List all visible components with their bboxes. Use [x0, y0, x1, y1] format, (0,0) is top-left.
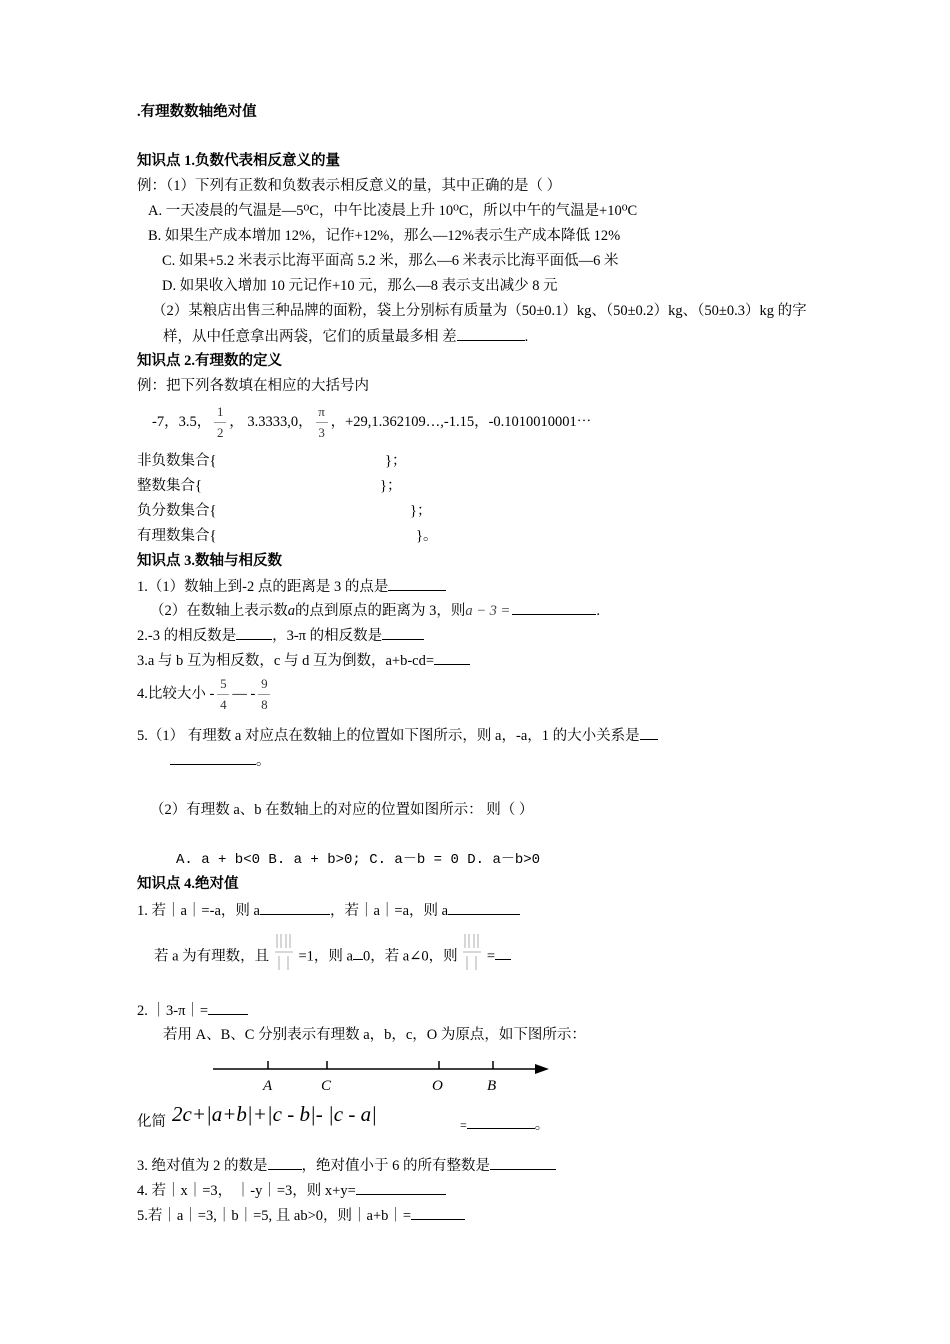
k3-options: A. a + b<0 B. a + b>0; C. a－b = 0 D. a－b>0 — [176, 852, 541, 868]
k3-q3: 3.a 与 b 互为相反数，c 与 d 互为倒数，a+b-cd= — [137, 650, 470, 671]
k4-heading: 知识点 4.绝对值 — [137, 876, 239, 892]
k2-nums2: ， 3.3333,0， — [229, 414, 313, 430]
answer-blank[interactable] — [208, 1000, 248, 1015]
answer-blank[interactable] — [490, 1155, 556, 1170]
abs-fraction-icon — [461, 932, 483, 974]
answer-blank[interactable] — [170, 750, 256, 765]
set-negative-fraction-end: }； — [410, 503, 432, 519]
k2-nums3: ，+29,1.362109…,-1.15，-0.1010010001⋯ — [330, 414, 592, 430]
simplify-expression: 2c+|a+b|+|c - b|- |c - a| — [172, 1102, 377, 1126]
set-integer: 整数集合{ — [137, 478, 202, 494]
k3-q1b: （2）在数轴上表示数a的点到原点的距离为 3，则a − 3 = . — [150, 600, 600, 621]
k3-q4: 4.比较大小 - $\frac{5}{4}$ — - $\frac{9}{8}$ — [137, 674, 273, 714]
k4-q2b: 若用 A、B、C 分别表示有理数 a，b，c，O 为原点，如下图所示： — [163, 1027, 586, 1043]
k3-heading: 知识点 3.数轴与相反数 — [137, 553, 282, 569]
page-title: .有理数数轴绝对值 — [137, 104, 257, 120]
set-nonnegative: 非负数集合{ — [137, 453, 217, 469]
label-b: B — [487, 1078, 497, 1094]
number-line — [205, 1055, 555, 1095]
simplify-label: 化简 — [137, 1114, 166, 1130]
k4-q1c: 若 a 为有理数，且 =1，则 a 0，若 a∠0，则 = — [154, 940, 511, 974]
simplify-answer: = 。 — [460, 1114, 549, 1135]
label-c: C — [321, 1078, 332, 1094]
answer-blank[interactable] — [448, 900, 520, 915]
set-rational: 有理数集合{ — [137, 528, 217, 544]
answer-blank[interactable] — [512, 600, 596, 615]
k4-q2: 2. ｜3-π｜= — [137, 1000, 248, 1021]
answer-blank[interactable] — [457, 326, 525, 341]
answer-blank[interactable] — [434, 650, 470, 665]
answer-blank[interactable] — [411, 1205, 465, 1220]
k1-q2-line2 — [163, 326, 528, 347]
set-rational-end: }。 — [416, 528, 438, 544]
k3-q2: 2.-3 的相反数是 ，3-π 的相反数是 — [137, 625, 424, 646]
k1-example: 例：（1）下列有正数和负数表示相反意义的量，其中正确的是（ ） — [137, 178, 562, 194]
label-a: A — [263, 1078, 273, 1094]
k2-nums1: -7，3.5， — [152, 414, 212, 430]
set-negative-fraction: 负分数集合{ — [137, 503, 217, 519]
k1-option-a: A. 一天凌晨的气温是—5⁰C，中午比凌晨上升 10⁰C，所以中午的气温是+10⁰C — [148, 203, 638, 219]
k3-q1: 1.（1）数轴上到-2 点的距离是 3 的点是 — [137, 576, 446, 597]
k1-q2-line1: （2）某粮店出售三种品牌的面粉，袋上分别标有质量为（50±0.1）kg、（50±0.2）kg、（50±0.3）kg 的字 — [152, 303, 807, 319]
answer-blank[interactable] — [640, 725, 658, 740]
k4-q3: 3. 绝对值为 2 的数是 ，绝对值小于 6 的所有整数是 — [137, 1155, 556, 1176]
answer-blank[interactable] — [353, 945, 363, 960]
k4-q5: 5.若｜a｜=3,｜b｜=5, 且 ab>0，则｜a+b｜= — [137, 1205, 465, 1226]
answer-blank[interactable] — [236, 625, 272, 640]
fraction-five-quarters: $\frac{5}{4}$ — [217, 676, 229, 713]
answer-blank[interactable] — [467, 1114, 535, 1129]
k2-heading: 知识点 2.有理数的定义 — [137, 353, 282, 369]
k4-q1: 1. 若｜a｜=-a，则 a ，若｜a｜=a，则 a — [137, 900, 520, 921]
k1-heading: 知识点 1.负数代表相反意义的量 — [137, 153, 340, 169]
fraction-pi-third: $\frac{\pi}{3}$ — [316, 404, 328, 441]
k1-q2-text: 样，从中任意拿出两袋，它们的质量最多相 差 — [163, 329, 457, 345]
k1-option-b: B. 如果生产成本增加 12%，记作+12%，那么—12%表示生产成本降低 12% — [148, 228, 621, 244]
k1-option-d: D. 如果收入增加 10 元记作+10 元，那么—8 表示支出减少 8 元 — [162, 278, 558, 294]
k3-q5: 5.（1） 有理数 a 对应点在数轴上的位置如下图所示，则 a，-a，1 的大小关系是 — [137, 725, 658, 746]
k1-q2-end: . — [524, 329, 529, 345]
k1-option-c: C. 如果+5.2 米表示比海平面高 5.2 米，那么—6 米表示比海平面低—6 米 — [162, 253, 619, 269]
answer-blank[interactable] — [388, 576, 446, 591]
set-nonnegative-end: }； — [385, 453, 407, 469]
set-integer-end: }； — [380, 478, 402, 494]
fraction-nine-eighths: $\frac{9}{8}$ — [258, 676, 270, 713]
label-o: O — [432, 1078, 443, 1094]
fraction-one-half: $\frac{1}{2}$ — [214, 404, 226, 441]
answer-blank[interactable] — [495, 945, 511, 960]
k2-number-list — [152, 402, 591, 442]
k3-q5-cont: 。 — [170, 750, 271, 771]
k3-q5b: （2）有理数 a、b 在数轴上的对应的位置如图所示： 则（ ） — [150, 802, 534, 818]
answer-blank[interactable] — [382, 625, 424, 640]
abs-fraction-icon — [273, 932, 295, 974]
k2-example: 例：把下列各数填在相应的大括号内 — [137, 378, 369, 394]
k4-q4: 4. 若｜x｜=3， ｜-y｜=3，则 x+y= — [137, 1180, 446, 1201]
answer-blank[interactable] — [356, 1180, 446, 1195]
answer-blank[interactable] — [260, 900, 330, 915]
answer-blank[interactable] — [268, 1155, 302, 1170]
